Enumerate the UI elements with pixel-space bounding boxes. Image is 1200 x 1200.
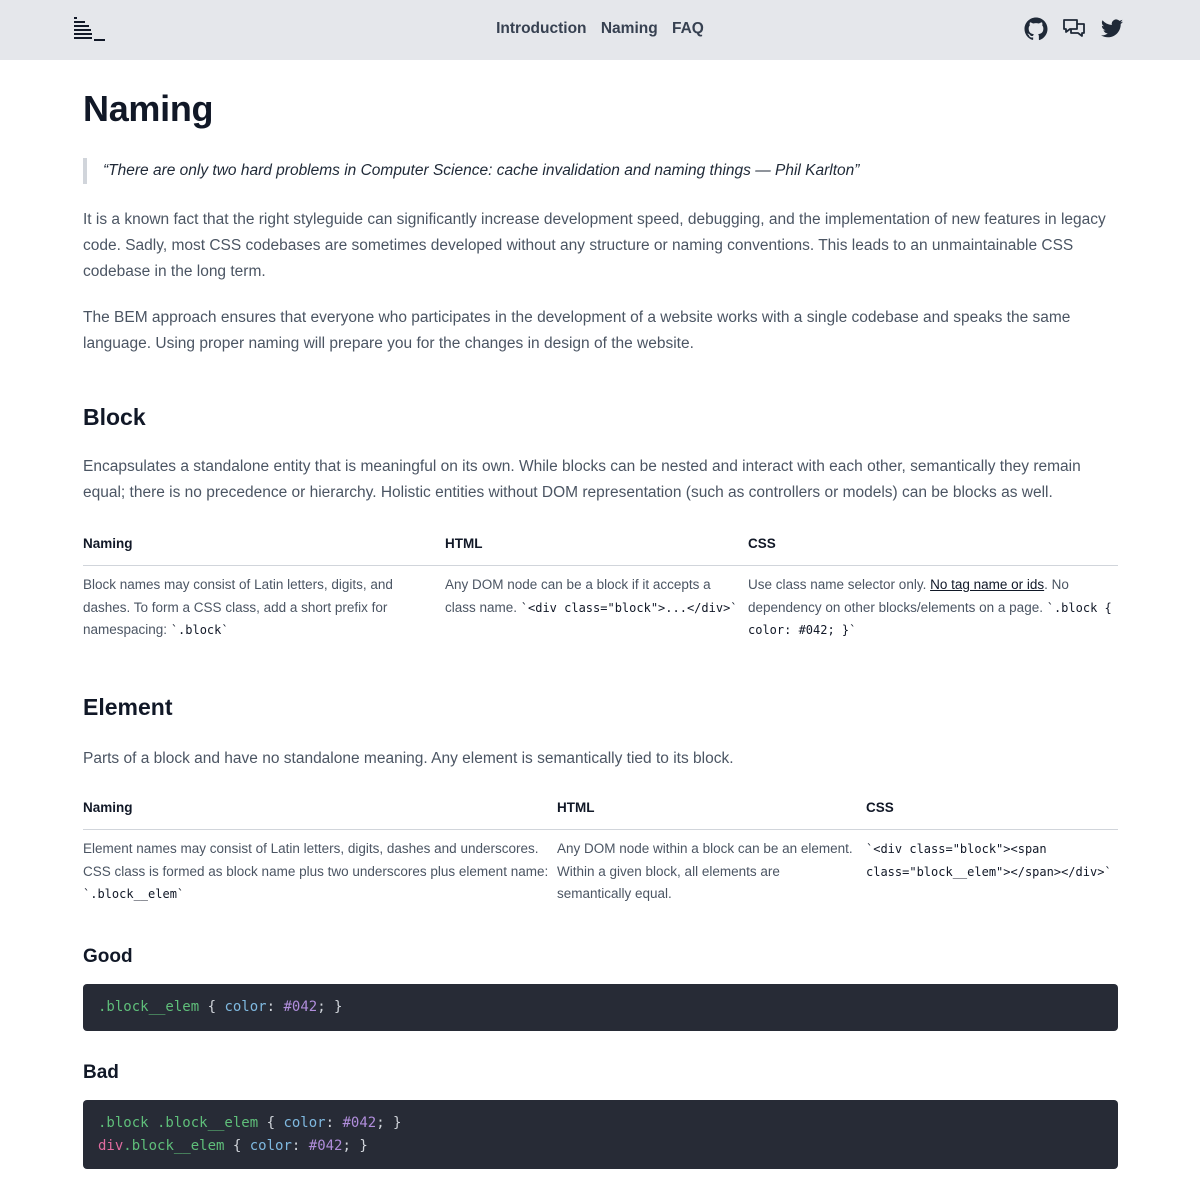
- page-title: Naming: [83, 88, 214, 129]
- main-nav: [0, 20, 1200, 38]
- block-description: Encapsulates a standalone entity that is meaningful on its own. While blocks can be nested and interact with each other, semantically they remain equal; there is no precedence or hierarchy. Holistic entities without DOM representation (such as controllers or models) can be blocks as well.: [83, 458, 1081, 501]
- inline-code: `<div class="block">...</div>`: [520, 600, 738, 615]
- block-heading: Block: [83, 404, 146, 430]
- col-css: CSS: [748, 536, 776, 551]
- blockquote: “There are only two hard problems in Computer Science: cache invalidation and naming things — Phil Karlton”: [83, 158, 1118, 184]
- table-header: [83, 791, 1118, 830]
- nav-introduction[interactable]: Introduction: [496, 20, 587, 37]
- table-row: [83, 830, 1118, 920]
- block-table: [83, 527, 1118, 656]
- code-selector: .block__elem: [123, 1137, 225, 1154]
- twitter-icon[interactable]: [1100, 17, 1124, 41]
- col-naming: Naming: [83, 800, 133, 815]
- col-naming: Naming: [83, 536, 133, 551]
- nav-faq[interactable]: FAQ: [672, 20, 704, 37]
- cell-text: Block names may consist of Latin letters, digits, and dashes. To form a CSS class, add a short prefix for namespacing:: [83, 577, 393, 637]
- code-value: #042: [308, 1137, 343, 1154]
- inline-code: `.block {: [1046, 600, 1112, 615]
- cell-text: Any DOM node can be a block if it accepts a class name.: [445, 577, 711, 615]
- cell-naming: [83, 838, 549, 906]
- code-tag: div: [98, 1137, 124, 1154]
- good-heading: Good: [83, 946, 133, 967]
- github-icon[interactable]: [1024, 17, 1048, 41]
- element-heading: Element: [83, 694, 173, 720]
- inline-code: `<div class="block"><span: [866, 842, 1047, 856]
- cell-text: Element names may consist of Latin letters, digits, dashes and underscores. CSS class is formed as block name plus two underscores plus element name:: [83, 841, 549, 879]
- nav-naming[interactable]: Naming: [600, 20, 658, 37]
- cell-html: [445, 574, 741, 619]
- code-selector: .block .block__elem: [98, 1115, 259, 1131]
- good-code-block: .block__elem { color: #042; }: [83, 984, 1118, 1031]
- header-icons: [1024, 17, 1124, 41]
- intro-paragraph-1: It is a known fact that the right styleguide can significantly increase development speed, debugging, and the implementation of new features in legacy code. Sadly, most CSS codebases are sometimes developed without any structure or naming conventions. This leads to an unmaintainable CSS codebase in the long term.: [83, 211, 1106, 280]
- code-property: color: [249, 1137, 292, 1154]
- table-header: [83, 527, 1118, 566]
- col-html: HTML: [557, 800, 595, 815]
- code-value: #042: [283, 999, 318, 1015]
- cell-text: . No dependency on other blocks/elements on a page.: [748, 577, 1069, 615]
- cell-html: Any DOM node within a block can be an element. Within a given block, all elements are semantically equal.: [557, 841, 853, 901]
- no-tag-name-link[interactable]: No tag name or ids: [930, 577, 1045, 592]
- code-property: color: [224, 999, 267, 1015]
- cell-css: [866, 838, 1118, 883]
- element-description: Parts of a block and have no standalone meaning. Any element is semantically tied to its block.: [83, 750, 734, 767]
- cell-naming: [83, 574, 423, 642]
- element-table: [83, 791, 1118, 920]
- col-css: CSS: [866, 800, 894, 815]
- table-row: [83, 566, 1118, 656]
- inline-code: class="block__elem"></span></div>`: [866, 864, 1112, 879]
- col-html: HTML: [445, 536, 483, 551]
- bad-code-block: .block .block__elem { color: #042; } div.block__elem { color: #042; }: [83, 1100, 1118, 1169]
- bad-heading: Bad: [83, 1062, 119, 1083]
- inline-code: `.block`: [170, 623, 229, 637]
- inline-code: `.block__elem`: [83, 887, 185, 901]
- code-selector: .block__elem: [98, 999, 200, 1015]
- chat-icon[interactable]: [1062, 17, 1086, 41]
- inline-code: color: #042; }`: [748, 623, 857, 637]
- cell-css: [748, 574, 1120, 642]
- intro-paragraph-2: The BEM approach ensures that everyone who participates in the development of a website works with a single codebase and speaks the same language. Using proper naming will prepare you for the changes in design of the website.: [83, 309, 1071, 352]
- code-value: #042: [342, 1115, 377, 1131]
- code-property: color: [283, 1115, 326, 1131]
- cell-text: Use class name selector only.: [748, 577, 931, 592]
- top-navbar: [0, 0, 1200, 60]
